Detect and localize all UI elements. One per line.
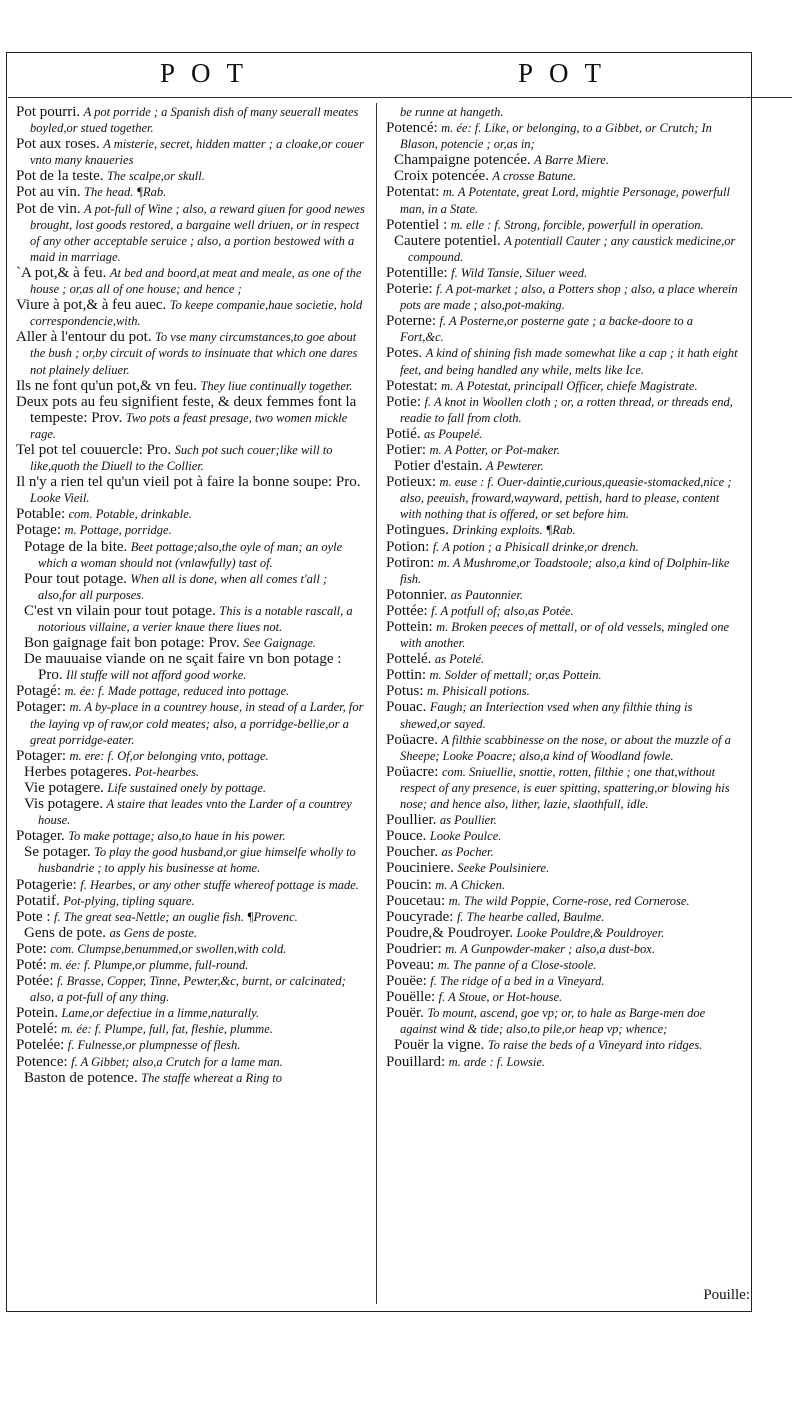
entry-headword: Poüacre. — [386, 731, 439, 748]
entry-definition: f. Wild Tansie, Siluer weed. — [451, 265, 588, 280]
entry-headword: Tel pot tel couuercle: Pro. — [16, 441, 172, 458]
entry-headword: Pot de vin. — [16, 200, 81, 217]
entry-definition: This is a notable rascall, a notorious villaine, a verier knaue there liues not. — [38, 603, 353, 634]
entry-definition: m. ée: f. Plumpe,or plumme, full-round. — [50, 957, 249, 972]
entry-definition: See Gaignage. — [243, 636, 317, 651]
dictionary-entry — [386, 539, 738, 555]
entry-headword: Cautere potentiel. — [394, 232, 501, 249]
entry-definition: A pot porride ; a Spanish dish of many seuerall meates boyled,or stued together. — [30, 105, 359, 136]
dictionary-entry — [16, 394, 368, 442]
dictionary-entry — [16, 844, 368, 876]
dictionary-entry — [16, 506, 368, 522]
entry-definition: f. Fulnesse,or plumpnesse of flesh. — [67, 1038, 241, 1053]
dictionary-entry — [16, 603, 368, 635]
dictionary-entry — [16, 683, 368, 699]
dictionary-entry — [386, 522, 738, 538]
entry-definition: When all is done, when all comes t'all ; also,for all purposes. — [38, 571, 328, 602]
entry-definition: f. Hearbes, or any other stuffe whereof pottage is made. — [80, 877, 359, 892]
entry-definition: f. A potion ; a Phisicall drinke,or drench. — [432, 539, 639, 554]
entry-headword: Potage de la bite. — [24, 538, 128, 555]
dictionary-entry — [386, 828, 738, 844]
entry-definition: A filthie scabbinesse on the nose, or about the muzzle of a Sheepe; Looke Poacre; also,a kind of Woodland fowle. — [400, 732, 731, 763]
entry-headword: Poterne: — [386, 313, 436, 330]
left-column — [16, 104, 368, 1086]
entry-definition: m. A by-place in a countrey house, in stead of a Larder, for the laying vp of raw,or cold meates; also, a porridge-bellie,or a great porridge-eater. — [30, 700, 364, 747]
dictionary-entry — [386, 442, 738, 458]
entry-definition: A Barre Miere. — [534, 153, 609, 168]
dictionary-entry — [386, 104, 738, 120]
entry-definition: Pot-plying, tipling square. — [63, 893, 195, 908]
entry-headword: Potagé: — [16, 683, 61, 700]
entry-definition: f. A potfull of; also,as Potée. — [431, 603, 574, 618]
dictionary-entry — [16, 893, 368, 909]
entry-definition: f. Brasse, Copper, Tinne, Pewter,&c, burnt, or calcinated; also, a pot-full of any thing. — [30, 974, 346, 1005]
entry-definition: A kind of shining fish made somewhat like a cap ; it hath eight feet, and being handled any while, melts like Ice. — [400, 346, 738, 377]
entry-definition: The scalpe,or skull. — [106, 169, 205, 184]
dictionary-entry — [16, 1037, 368, 1053]
entry-definition: Such pot such couer;like will to like,quoth the Diuell to the Collier. — [30, 442, 333, 474]
entry-definition: f. A Stoue, or Hot-house. — [438, 990, 563, 1005]
entry-headword: Potager: — [16, 699, 66, 716]
entry-definition: They liue continually together. — [200, 378, 353, 393]
dictionary-entry — [16, 184, 368, 200]
dictionary-entry — [16, 877, 368, 893]
entry-definition: Looke Pouldre,& Pouldroyer. — [516, 925, 665, 940]
entry-definition: m. The wild Poppie, Corne-rose, red Cornerose. — [448, 893, 690, 908]
entry-definition: com. Clumpse,benummed,or swollen,with cold. — [50, 941, 287, 956]
entry-headword: Poucin: — [386, 876, 432, 893]
entry-headword: Poudrier: — [386, 940, 442, 957]
entry-headword: Viure à pot,& à feu auec. — [16, 297, 167, 314]
dictionary-entry — [386, 941, 738, 957]
dictionary-entry — [386, 313, 738, 345]
entry-headword: Potier d'estain. — [394, 458, 483, 475]
entry-definition: Two pots a feast presage, two women mickle rage. — [30, 410, 348, 441]
dictionary-entry — [386, 989, 738, 1005]
entry-definition: Drinking exploits. ¶Rab. — [452, 523, 576, 538]
entry-headword: Pote : — [16, 908, 51, 925]
entry-definition: Life sustained onely by pottage. — [107, 780, 267, 795]
dictionary-entry — [16, 136, 368, 168]
dictionary-entry — [386, 458, 738, 474]
entry-headword: Pot au vin. — [16, 184, 81, 201]
dictionary-entry — [386, 683, 738, 699]
dictionary-entry — [16, 764, 368, 780]
dictionary-entry — [386, 233, 738, 265]
entry-definition: f. The ridge of a bed in a Vineyard. — [430, 974, 605, 989]
entry-definition: To make pottage; also,to haue in his power. — [68, 829, 286, 844]
entry-headword: Pottein: — [386, 619, 433, 635]
entry-definition: Faugh; an Interiection vsed when any filthie thing is shewed,or sayed. — [400, 700, 693, 731]
entry-definition: as Poupelé. — [424, 426, 483, 441]
entry-headword: Potingues. — [386, 522, 449, 539]
dictionary-entry — [16, 1070, 368, 1086]
entry-definition: f. A knot in Woollen cloth ; or, a rotten thread, or threads end, readie to fall from cloth. — [400, 394, 733, 425]
entry-headword: Poveau: — [386, 956, 435, 973]
dictionary-entry — [386, 1005, 738, 1037]
entry-definition: A misterie, secret, hidden matter ; a cloake,or couer vnto many knaueries — [30, 137, 364, 168]
dictionary-entry — [16, 571, 368, 603]
entry-headword: Poullier. — [386, 812, 437, 829]
running-head-left: POT — [160, 58, 260, 88]
entry-headword: Potelée: — [16, 1037, 65, 1054]
entry-headword: Potein. — [16, 1005, 59, 1022]
dictionary-entry — [386, 893, 738, 909]
dictionary-entry — [386, 1037, 738, 1053]
dictionary-entry — [16, 1054, 368, 1070]
entry-definition: m. ée: f. Plumpe, full, fat, fleshie, plumme. — [61, 1022, 273, 1037]
entry-headword: Pouciniere. — [386, 860, 454, 877]
dictionary-entry — [386, 378, 738, 394]
entry-headword: Se potager. — [24, 844, 91, 861]
dictionary-entry — [386, 394, 738, 426]
entry-headword: Poüacre: — [386, 763, 439, 780]
dictionary-entry — [16, 378, 368, 394]
entry-definition: Pot-hearbes. — [134, 764, 200, 779]
dictionary-entry — [386, 555, 738, 587]
dictionary-entry — [386, 844, 738, 860]
dictionary-entry — [386, 667, 738, 683]
entry-headword: Champaigne potencée. — [394, 152, 531, 169]
entry-headword: Deux pots au feu signifient feste, & deux femmes font la tempeste: Prov. — [16, 393, 357, 426]
dictionary-entry — [16, 168, 368, 184]
dictionary-entry — [16, 442, 368, 474]
dictionary-entry — [386, 764, 738, 812]
entry-definition: m. A Potentate, great Lord, mightie Personage, powerfull man, in a State. — [400, 185, 730, 216]
entry-headword: Bon gaignage fait bon potage: Prov. — [24, 635, 240, 652]
entry-headword: Potier: — [386, 441, 426, 458]
entry-definition: m. ée: f. Like, or belonging, to a Gibbet, or Crutch; In Blason, potencie ; or,as in; — [400, 121, 712, 152]
entry-headword: Poucetau: — [386, 892, 446, 909]
dictionary-entry — [386, 619, 738, 651]
entry-headword: Pottée: — [386, 602, 428, 619]
dictionary-entry — [16, 297, 368, 329]
dictionary-entry — [16, 539, 368, 571]
entry-definition: f. The hearbe called, Baulme. — [456, 909, 605, 924]
entry-headword: Potestat: — [386, 377, 438, 394]
entry-headword: Croix potencée. — [394, 168, 489, 185]
entry-headword: Pouac. — [386, 699, 427, 716]
entry-headword: Potus: — [386, 683, 424, 700]
entry-definition: Looke Vieil. — [30, 491, 90, 506]
entry-headword: Poucyrade: — [386, 908, 454, 925]
dictionary-entry — [386, 474, 738, 522]
entry-headword: Potie: — [386, 393, 422, 410]
entry-headword: Gens de pote. — [24, 924, 107, 941]
entry-headword: Potonnier. — [386, 586, 448, 603]
entry-definition: To vse many circumstances,to goe about the bush ; or,by circuit of words to insinuate that which one dares not plainely deliuer. — [30, 330, 358, 377]
entry-definition: Seeke Poulsiniere. — [457, 861, 550, 876]
entry-headword: De mauuaise viande on ne sçait faire vn bon potage : Pro. — [24, 651, 342, 684]
entry-definition: To raise the beds of a Vineyard into ridges. — [487, 1038, 703, 1053]
entry-definition: com. Potable, drinkable. — [68, 507, 192, 522]
entry-headword: Potencé: — [386, 120, 438, 137]
entry-definition: To play the good husband,or giue himselfe wholly to husbandrie ; to apply his businesse at home. — [38, 845, 356, 876]
entry-headword: Potentat: — [386, 184, 440, 201]
entry-headword: Pouce. — [386, 828, 427, 845]
dictionary-entry — [386, 957, 738, 973]
entry-definition: To keepe companie,haue societie, hold correspondencie,with. — [30, 298, 363, 329]
dictionary-entry — [386, 877, 738, 893]
entry-headword: C'est vn vilain pour tout potage. — [24, 602, 216, 619]
entry-definition: To mount, ascend, goe vp; or, to hale as Barge-men doe against wind & tide; also,to pile,or heap vp; whence; — [400, 1006, 706, 1037]
entry-definition: m. euse : f. Ouer-daintie,curious,queasie-stomacked,nice ; also, peeuish, froward,wayward, pettish, hard to please, content with nothing that is offered, or set before him. — [400, 475, 732, 522]
dictionary-entry — [16, 796, 368, 828]
dictionary-entry — [386, 699, 738, 731]
dictionary-entry — [16, 925, 368, 941]
entry-headword: Poterie: — [386, 281, 433, 298]
entry-definition: Lame,or defectiue in a limme,naturally. — [61, 1006, 260, 1021]
entry-definition: be runne at hangeth. — [400, 105, 504, 119]
entry-headword: Potion: — [386, 538, 430, 555]
entry-definition: A staire that leades vnto the Larder of a countrey house. — [38, 797, 352, 828]
entry-headword: Pot pourri. — [16, 104, 81, 120]
entry-headword: Ils ne font qu'un pot,& vn feu. — [16, 377, 198, 394]
dictionary-entry — [16, 780, 368, 796]
running-head-right: POT — [518, 58, 618, 88]
dictionary-entry — [386, 152, 738, 168]
entry-headword: Poté: — [16, 956, 47, 973]
dictionary-entry — [16, 635, 368, 651]
dictionary-entry — [16, 941, 368, 957]
entry-definition: as Poullier. — [439, 813, 497, 828]
entry-definition: The head. ¶Rab. — [84, 185, 167, 200]
entry-headword: Potager: — [16, 747, 66, 764]
dictionary-entry — [386, 426, 738, 442]
entry-headword: Pouëe: — [386, 973, 427, 990]
entry-headword: Poudre,& Poudroyer. — [386, 924, 514, 941]
entry-headword: Pouëlle: — [386, 989, 436, 1006]
dictionary-entry — [16, 201, 368, 265]
entry-definition: f. A Posterne,or posterne gate ; a backe-doore to a Fort,&c. — [400, 314, 693, 345]
entry-definition: as Potelé. — [434, 652, 485, 667]
entry-headword: Pouër. — [386, 1005, 424, 1022]
entry-headword: Poucher. — [386, 844, 439, 861]
dictionary-entry — [386, 120, 738, 152]
entry-headword: Potentille: — [386, 264, 448, 281]
entry-headword: Vis potagere. — [24, 796, 104, 813]
entry-headword: Potence: — [16, 1053, 68, 1070]
dictionary-entry — [16, 651, 368, 683]
entry-definition: m. A Potter, or Pot-maker. — [429, 442, 560, 457]
dictionary-entry — [386, 973, 738, 989]
entry-definition: At bed and boord,at meat and meale, as one of the house ; or,as all of one house; and hence ; — [30, 265, 362, 297]
dictionary-entry — [386, 651, 738, 667]
entry-headword: Aller à l'entour du pot. — [16, 329, 152, 346]
entry-headword: Herbes potageres. — [24, 763, 132, 780]
entry-headword: Il n'y a rien tel qu'un vieil pot à faire la bonne soupe: Pro. — [16, 474, 361, 491]
entry-headword: Baston de potence. — [24, 1069, 138, 1086]
dictionary-entry — [16, 1021, 368, 1037]
entry-definition: Looke Poulce. — [429, 829, 502, 844]
dictionary-entry — [386, 732, 738, 764]
entry-headword: `A pot,& à feu. — [16, 264, 107, 281]
entry-definition: as Gens de poste. — [109, 925, 198, 940]
dictionary-entry — [386, 265, 738, 281]
dictionary-entry — [16, 828, 368, 844]
entry-definition: A potentiall Cauter ; any caustick medicine,or compound. — [408, 233, 736, 264]
dictionary-entry — [386, 812, 738, 828]
entry-headword: Vie potagere. — [24, 779, 104, 796]
entry-headword: Potié. — [386, 425, 421, 442]
entry-headword: Pot aux roses. — [16, 136, 100, 153]
dictionary-entry — [16, 265, 368, 297]
entry-definition: com. Sniuellie, snottie, rotten, filthie ; one that,without respect of any presence, is euer spitting, spattering,or blowing his nose; and hence also, lither, lazie, slaothfull, idle. — [400, 764, 730, 812]
dictionary-entry — [386, 603, 738, 619]
entry-definition: f. A pot-market ; also, a Potters shop ; also, a place wherein pots are made ; also,pot-making. — [400, 282, 738, 313]
dictionary-entry — [16, 699, 368, 747]
catchword: Pouille: — [703, 1287, 750, 1303]
entry-headword: Pour tout potage. — [24, 570, 127, 587]
entry-headword: Pote: — [16, 940, 47, 957]
entry-headword: Potée: — [16, 973, 54, 990]
dictionary-entry — [16, 973, 368, 1005]
entry-headword: Potager. — [16, 828, 65, 845]
dictionary-entry — [16, 329, 368, 377]
entry-definition: m. Solder of mettall; or,as Pottein. — [429, 668, 602, 683]
entry-headword: Potelé: — [16, 1021, 58, 1038]
entry-definition: m. Broken peeces of mettall, or of old vessels, mingled one with another. — [400, 620, 729, 651]
dictionary-entry — [386, 168, 738, 184]
entry-definition: m. Pottage, porridge. — [64, 523, 172, 538]
entry-headword: Pottin: — [386, 667, 427, 684]
column-divider — [376, 103, 377, 1304]
entry-definition: Ill stuffe will not afford good worke. — [66, 668, 247, 683]
dictionary-entry — [16, 104, 368, 136]
entry-definition: The staffe whereat a Ring to — [141, 1070, 283, 1085]
entry-headword: Pouillard: — [386, 1053, 446, 1070]
entry-headword: Potentiel : — [386, 216, 448, 233]
dictionary-entry — [386, 281, 738, 313]
entry-headword: Potiron: — [386, 554, 435, 571]
entry-definition: m. arde : f. Lowsie. — [448, 1054, 546, 1069]
entry-definition: m. A Mushrome,or Toadstoole; also,a kind of Dolphin-like fish. — [400, 555, 730, 586]
dictionary-entry — [16, 474, 368, 506]
dictionary-entry — [386, 345, 738, 377]
entry-definition: m. elle : f. Strong, forcible, powerfull in operation. — [450, 217, 704, 232]
entry-headword: Potable: — [16, 506, 66, 523]
entry-definition: Beet pottage;also,the oyle of man; an oyle which a woman should not (vnlawfully) tast of. — [38, 539, 343, 570]
header-rule — [8, 97, 792, 98]
dictionary-entry — [16, 957, 368, 973]
dictionary-entry — [386, 217, 738, 233]
entry-definition: f. The great sea-Nettle; an ouglie fish. ¶Provenc. — [54, 909, 298, 924]
entry-headword: Potage: — [16, 522, 61, 539]
entry-definition: m. The panne of a Close-stoole. — [437, 957, 597, 972]
dictionary-entry — [386, 860, 738, 876]
entry-headword: Pouër la vigne. — [394, 1037, 485, 1054]
entry-definition: m. A Chicken. — [435, 877, 505, 892]
entry-definition: m. A Gunpowder-maker ; also,a dust-box. — [445, 941, 655, 956]
dictionary-entry — [386, 1054, 738, 1070]
dictionary-entry — [16, 522, 368, 538]
entry-headword: Potagerie: — [16, 876, 77, 893]
entry-definition: as Pautonnier. — [450, 587, 523, 602]
entry-headword: Potes. — [386, 345, 423, 362]
entry-definition: as Pocher. — [441, 845, 494, 860]
dictionary-entry — [386, 587, 738, 603]
entry-headword: Pottelé. — [386, 651, 432, 668]
entry-headword: Potieux: — [386, 474, 437, 491]
dictionary-entry — [16, 909, 368, 925]
dictionary-entry — [386, 909, 738, 925]
entry-definition: m. A Potestat, principall Officer, chiefe Magistrate. — [441, 378, 698, 393]
dictionary-entry — [16, 1005, 368, 1021]
entry-definition: m. Phisicall potions. — [426, 684, 530, 699]
right-column — [386, 104, 738, 1070]
entry-definition: m. ée: f. Made pottage, reduced into pottage. — [64, 684, 290, 699]
dictionary-entry — [386, 184, 738, 216]
dictionary-entry — [386, 925, 738, 941]
entry-headword: Potatif. — [16, 892, 60, 909]
dictionary-entry — [16, 748, 368, 764]
entry-definition: A Pewterer. — [485, 459, 544, 474]
entry-definition: A crosse Batune. — [492, 169, 577, 184]
entry-definition: m. ere: f. Of,or belonging vnto, pottage. — [69, 748, 269, 763]
entry-definition: A pot-full of Wine ; also, a reward giuen for good newes brought, lost goods restored, a bargaine well driuen, or in respect of any other acceptable seruice ; also, a portion bestowed with a maid in marriage. — [30, 201, 365, 264]
entry-definition: f. A Gibbet; also,a Crutch for a lame man. — [71, 1054, 283, 1069]
entry-headword: Pot de la teste. — [16, 168, 104, 185]
